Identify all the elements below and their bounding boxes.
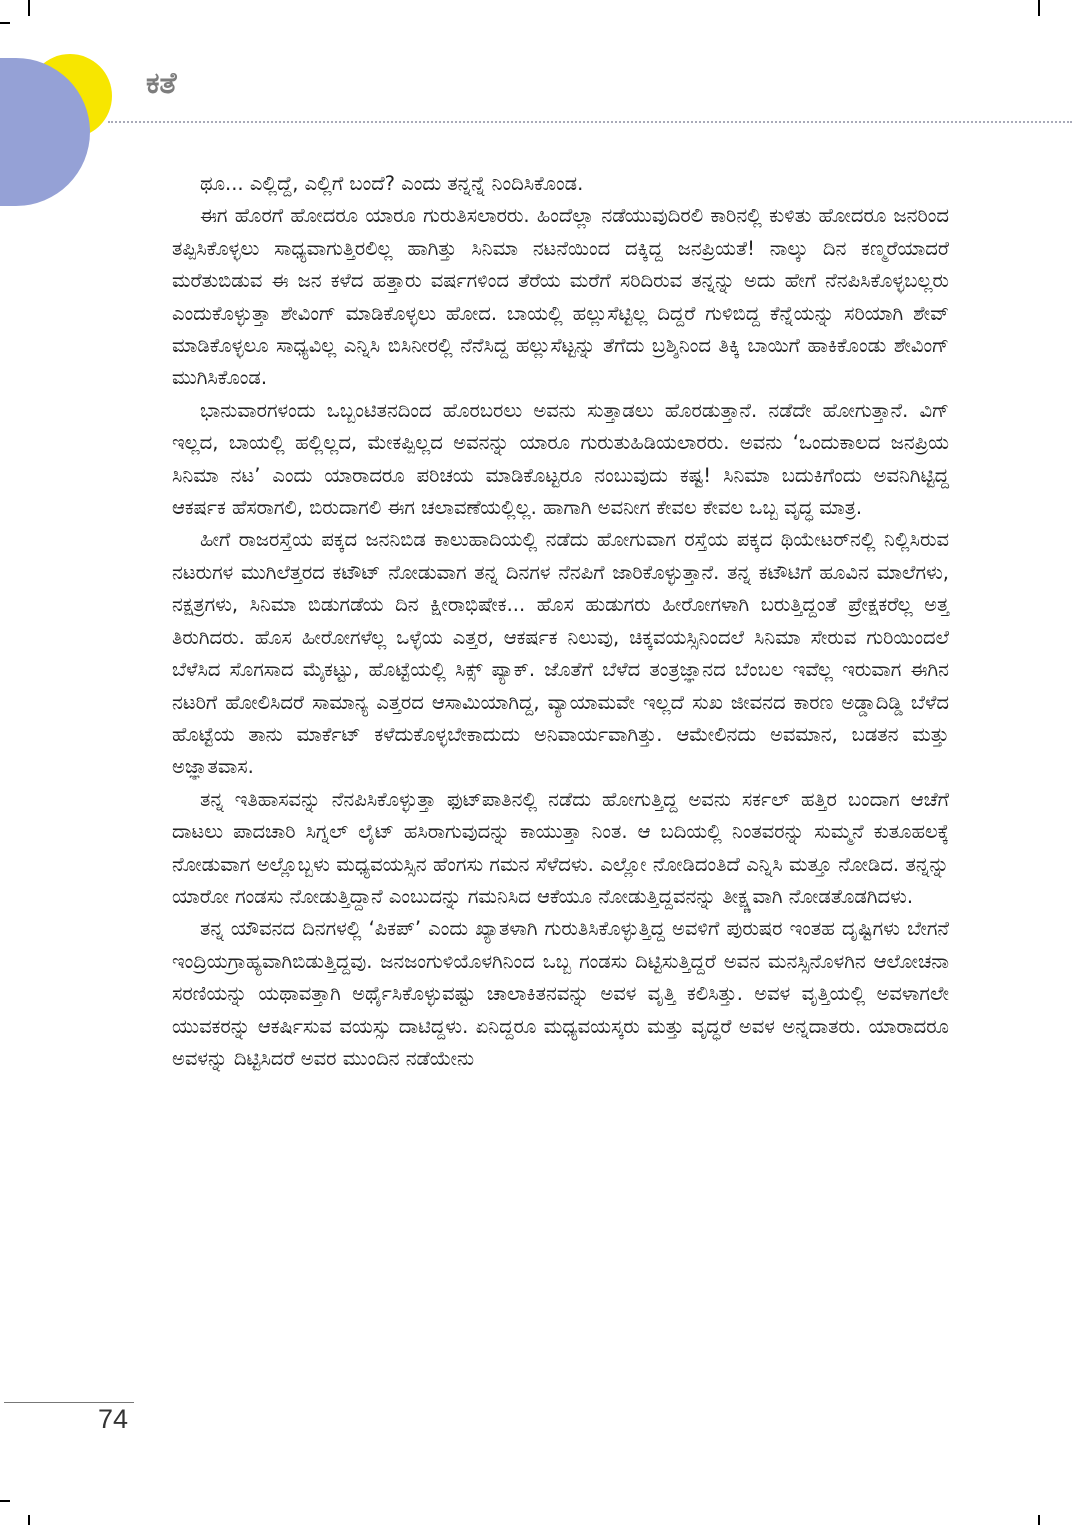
header-decoration bbox=[0, 0, 130, 220]
paragraph: ಈಗ ಹೊರಗೆ ಹೋದರೂ ಯಾರೂ ಗುರುತಿಸಲಾರರು. ಹಿಂದೆಲ್ಲಾ ನಡೆಯುವುದಿರಲಿ ಕಾರಿನಲ್ಲಿ ಕುಳಿತು ಹೋದರೂ ಜನರಿಂದ ತಪ್ಪಿಸಿಕೊಳ್ಳಲು ಸಾಧ್ಯವಾಗುತ್ತಿರಲಿಲ್ಲ ಹಾಗಿತ್ತು ಸಿನಿಮಾ ನಟನೆಯಿಂದ ದಕ್ಕಿದ್ದ ಜನಪ್ರಿಯತೆ! ನಾಲ್ಕು ದಿನ ಕಣ್ಮರೆಯಾದರೆ ಮರೆತುಬಿಡುವ ಈ ಜನ ಕಳೆದ ಹತ್ತಾರು ವರ್ಷಗಳಿಂದ ತೆರೆಯ ಮರೆಗೆ ಸರಿದಿರುವ ತನ್ನನ್ನು ಅದು ಹೇಗೆ ನೆನಪಿಸಿಕೊಳ್ಳಬಲ್ಲರು ಎಂದುಕೊಳ್ಳುತ್ತಾ ಶೇವಿಂಗ್ ಮಾಡಿಕೊಳ್ಳಲು ಹೋದ. ಬಾಯಲ್ಲಿ ಹಲ್ಲುಸೆಟ್ಟಿಲ್ಲ ದಿದ್ದರೆ ಗುಳಿಬಿದ್ದ ಕೆನ್ನೆಯನ್ನು ಸರಿಯಾಗಿ ಶೇವ್ ಮಾಡಿಕೊಳ್ಳಲೂ ಸಾಧ್ಯವಿಲ್ಲ ಎನ್ನಿಸಿ ಬಿಸಿನೀರಲ್ಲಿ ನೆನೆಸಿದ್ದ ಹಲ್ಲುಸೆಟ್ಟನ್ನು ತೆಗೆದು ಬ್ರಶ್ಶಿನಿಂದ ತಿಕ್ಕಿ ಬಾಯಿಗೆ ಹಾಕಿಕೊಂಡು ಶೇವಿಂಗ್ ಮುಗಿಸಿಕೊಂಡ. bbox=[172, 204, 949, 390]
paragraph: ಭಾನುವಾರಗಳಂದು ಒಬ್ಬಂಟಿತನದಿಂದ ಹೊರಬರಲು ಅವನು ಸುತ್ತಾಡಲು ಹೊರಡುತ್ತಾನೆ. ನಡೆದೇ ಹೋಗುತ್ತಾನೆ. ವಿಗ್ ಇಲ್ಲದ, ಬಾಯಲ್ಲಿ ಹಲ್ಲಿಲ್ಲದ, ಮೇಕಪ್ಪಿಲ್ಲದ ಅವನನ್ನು ಯಾರೂ ಗುರುತುಹಿಡಿಯಲಾರರು. ಅವನು ‘ಒಂದುಕಾಲದ ಜನಪ್ರಿಯ ಸಿನಿಮಾ ನಟ’ ಎಂದು ಯಾರಾದರೂ ಪರಿಚಯ ಮಾಡಿಕೊಟ್ಟರೂ ನಂಬುವುದು ಕಷ್ಟ! ಸಿನಿಮಾ ಬದುಕಿಗೆಂದು ಅವನಿಗಿಟ್ಟಿದ್ದ ಆಕರ್ಷಕ ಹೆಸರಾಗಲಿ, ಬಿರುದಾಗಲಿ ಈಗ ಚಲಾವಣೆಯಲ್ಲಿಲ್ಲ. ಹಾಗಾಗಿ ಅವನೀಗ ಕೇವಲ ಕೇವಲ ಒಬ್ಬ ವೃದ್ಧ ಮಾತ್ರ. bbox=[172, 398, 949, 520]
paragraph: ತನ್ನ ಯೌವನದ ದಿನಗಳಲ್ಲಿ ‘ಪಿಕಪ್’ ಎಂದು ಖ್ಯಾತಳಾಗಿ ಗುರುತಿಸಿಕೊಳ್ಳುತ್ತಿದ್ದ ಅವಳಿಗೆ ಪುರುಷರ ಇಂತಹ ದೃಷ್ಟಿಗಳು ಬೇಗನೆ ಇಂದ್ರಿಯಗ್ರಾಹ್ಯವಾಗಿಬಿಡುತ್ತಿದ್ದವು. ಜನಜಂಗುಳಿಯೊಳಗಿನಿಂದ ಒಬ್ಬ ಗಂಡಸು ದಿಟ್ಟಿಸುತ್ತಿದ್ದರೆ ಅವನ ಮನಸ್ಸಿನೊಳಗಿನ ಆಲೋಚನಾ ಸರಣಿಯನ್ನು ಯಥಾವತ್ತಾಗಿ ಅರ್ಥೈಸಿಕೊಳ್ಳುವಷ್ಟು ಚಾಲಾಕಿತನವನ್ನು ಅವಳ ವೃತ್ತಿ ಕಲಿಸಿತ್ತು. ಅವಳ ವೃತ್ತಿಯಲ್ಲಿ ಅವಳಾಗಲೇ ಯುವಕರನ್ನು ಆಕರ್ಷಿಸುವ ವಯಸ್ಸು ದಾಟಿದ್ದಳು. ಏನಿದ್ದರೂ ಮಧ್ಯವಯಸ್ಕರು ಮತ್ತು ವೃದ್ಧರೆ ಅವಳ ಅನ್ನದಾತರು. ಯಾರಾದರೂ ಅವಳನ್ನು ದಿಟ್ಟಿಸಿದರೆ ಅವರ ಮುಂದಿನ ನಡೆಯೇನು bbox=[172, 917, 949, 1070]
section-title: ಕತೆ bbox=[146, 66, 177, 101]
story-body bbox=[172, 168, 949, 1075]
page-number: 74 bbox=[98, 1404, 129, 1434]
crop-mark bbox=[28, 1515, 30, 1525]
header-dotted-rule bbox=[108, 121, 1072, 123]
crop-mark bbox=[1038, 0, 1040, 16]
paragraph: ತನ್ನ ಇತಿಹಾಸವನ್ನು ನೆನಪಿಸಿಕೊಳ್ಳುತ್ತಾ ಫುಟ್‌ಪಾತಿನಲ್ಲಿ ನಡೆದು ಹೋಗುತ್ತಿದ್ದ ಅವನು ಸರ್ಕಲ್ ಹತ್ತಿರ ಬಂದಾಗ ಆಚೆಗೆ ದಾಟಲು ಪಾದಚಾರಿ ಸಿಗ್ನಲ್ ಲೈಟ್ ಹಸಿರಾಗುವುದನ್ನು ಕಾಯುತ್ತಾ ನಿಂತ. ಆ ಬದಿಯಲ್ಲಿ ನಿಂತವರನ್ನು ಸುಮ್ಮನೆ ಕುತೂಹಲಕ್ಕೆ ನೋಡುವಾಗ ಅಲ್ಲೊಬ್ಬಳು ಮಧ್ಯವಯಸ್ಸಿನ ಹೆಂಗಸು ಗಮನ ಸೆಳೆದಳು. ಎಲ್ಲೋ ನೋಡಿದಂತಿದೆ ಎನ್ನಿಸಿ ಮತ್ತೂ ನೋಡಿದ. ತನ್ನನ್ನು ಯಾರೋ ಗಂಡಸು ನೋಡುತ್ತಿದ್ದಾನೆ ಎಂಬುದನ್ನು ಗಮನಿಸಿದ ಆಕೆಯೂ ನೋಡುತ್ತಿದ್ದವನನ್ನು ತೀಕ್ಷ್ಣವಾಗಿ ನೋಡತೊಡಗಿದಳು. bbox=[172, 787, 949, 908]
crop-mark bbox=[1038, 1515, 1040, 1525]
footer-rule bbox=[4, 1402, 134, 1403]
crop-mark bbox=[0, 1500, 10, 1502]
paragraph: ಹೀಗೆ ರಾಜರಸ್ತೆಯ ಪಕ್ಕದ ಜನನಿಬಿಡ ಕಾಲುಹಾದಿಯಲ್ಲಿ ನಡೆದು ಹೋಗುವಾಗ ರಸ್ತೆಯ ಪಕ್ಕದ ಥಿಯೇಟರ್‌ನಲ್ಲಿ ನಿಲ್ಲಿಸಿರುವ ನಟರುಗಳ ಮುಗಿಲೆತ್ತರದ ಕಟೌಟ್ ನೋಡುವಾಗ ತನ್ನ ದಿನಗಳ ನೆನಪಿಗೆ ಜಾರಿಕೊಳ್ಳುತ್ತಾನೆ. ತನ್ನ ಕಟೌಟಿಗೆ ಹೂವಿನ ಮಾಲೆಗಳು, ನಕ್ಷತ್ರಗಳು, ಸಿನಿಮಾ ಬಿಡುಗಡೆಯ ದಿನ ಕ್ಷೀರಾಭಿಷೇಕ... ಹೊಸ ಹುಡುಗರು ಹೀರೋಗಳಾಗಿ ಬರುತ್ತಿದ್ದಂತೆ ಪ್ರೇಕ್ಷಕರೆಲ್ಲ ಅತ್ತ ತಿರುಗಿದರು. ಹೊಸ ಹೀರೋಗಳೆಲ್ಲ ಒಳ್ಳೆಯ ಎತ್ತರ, ಆಕರ್ಷಕ ನಿಲುವು, ಚಿಕ್ಕವಯಸ್ಸಿನಿಂದಲೆ ಸಿನಿಮಾ ಸೇರುವ ಗುರಿಯಿಂದಲೆ ಬೆಳೆಸಿದ ಸೊಗಸಾದ ಮೈಕಟ್ಟು, ಹೊಟ್ಟೆಯಲ್ಲಿ ಸಿಕ್ಸ್ ಪ್ಯಾಕ್. ಜೊತೆಗೆ ಬೆಳೆದ ತಂತ್ರಜ್ಞಾನದ ಬೆಂಬಲ ಇವೆಲ್ಲ ಇರುವಾಗ ಈಗಿನ ನಟರಿಗೆ ಹೋಲಿಸಿದರೆ ಸಾಮಾನ್ಯ ಎತ್ತರದ ಆಸಾಮಿಯಾಗಿದ್ದ, ವ್ಯಾಯಾಮವೇ ಇಲ್ಲದೆ ಸುಖ ಜೀವನದ ಕಾರಣ ಅಡ್ಡಾದಿಡ್ಡಿ ಬೆಳೆದ ಹೊಟ್ಟೆಯ ತಾನು ಮಾರ್ಕೆಟ್ ಕಳೆದುಕೊಳ್ಳಬೇಕಾದುದು ಅನಿವಾರ್ಯವಾಗಿತ್ತು. ಆಮೇಲಿನದು ಅವಮಾನ, ಬಡತನ ಮತ್ತು ಅಜ್ಞಾತವಾಸ. bbox=[172, 528, 949, 779]
paragraph: ಥೂ... ಎಲ್ಲಿದ್ದೆ, ಎಲ್ಲಿಗೆ ಬಂದೆ? ಎಂದು ತನ್ನನ್ನೆ ನಿಂದಿಸಿಕೊಂಡ. bbox=[200, 172, 584, 195]
